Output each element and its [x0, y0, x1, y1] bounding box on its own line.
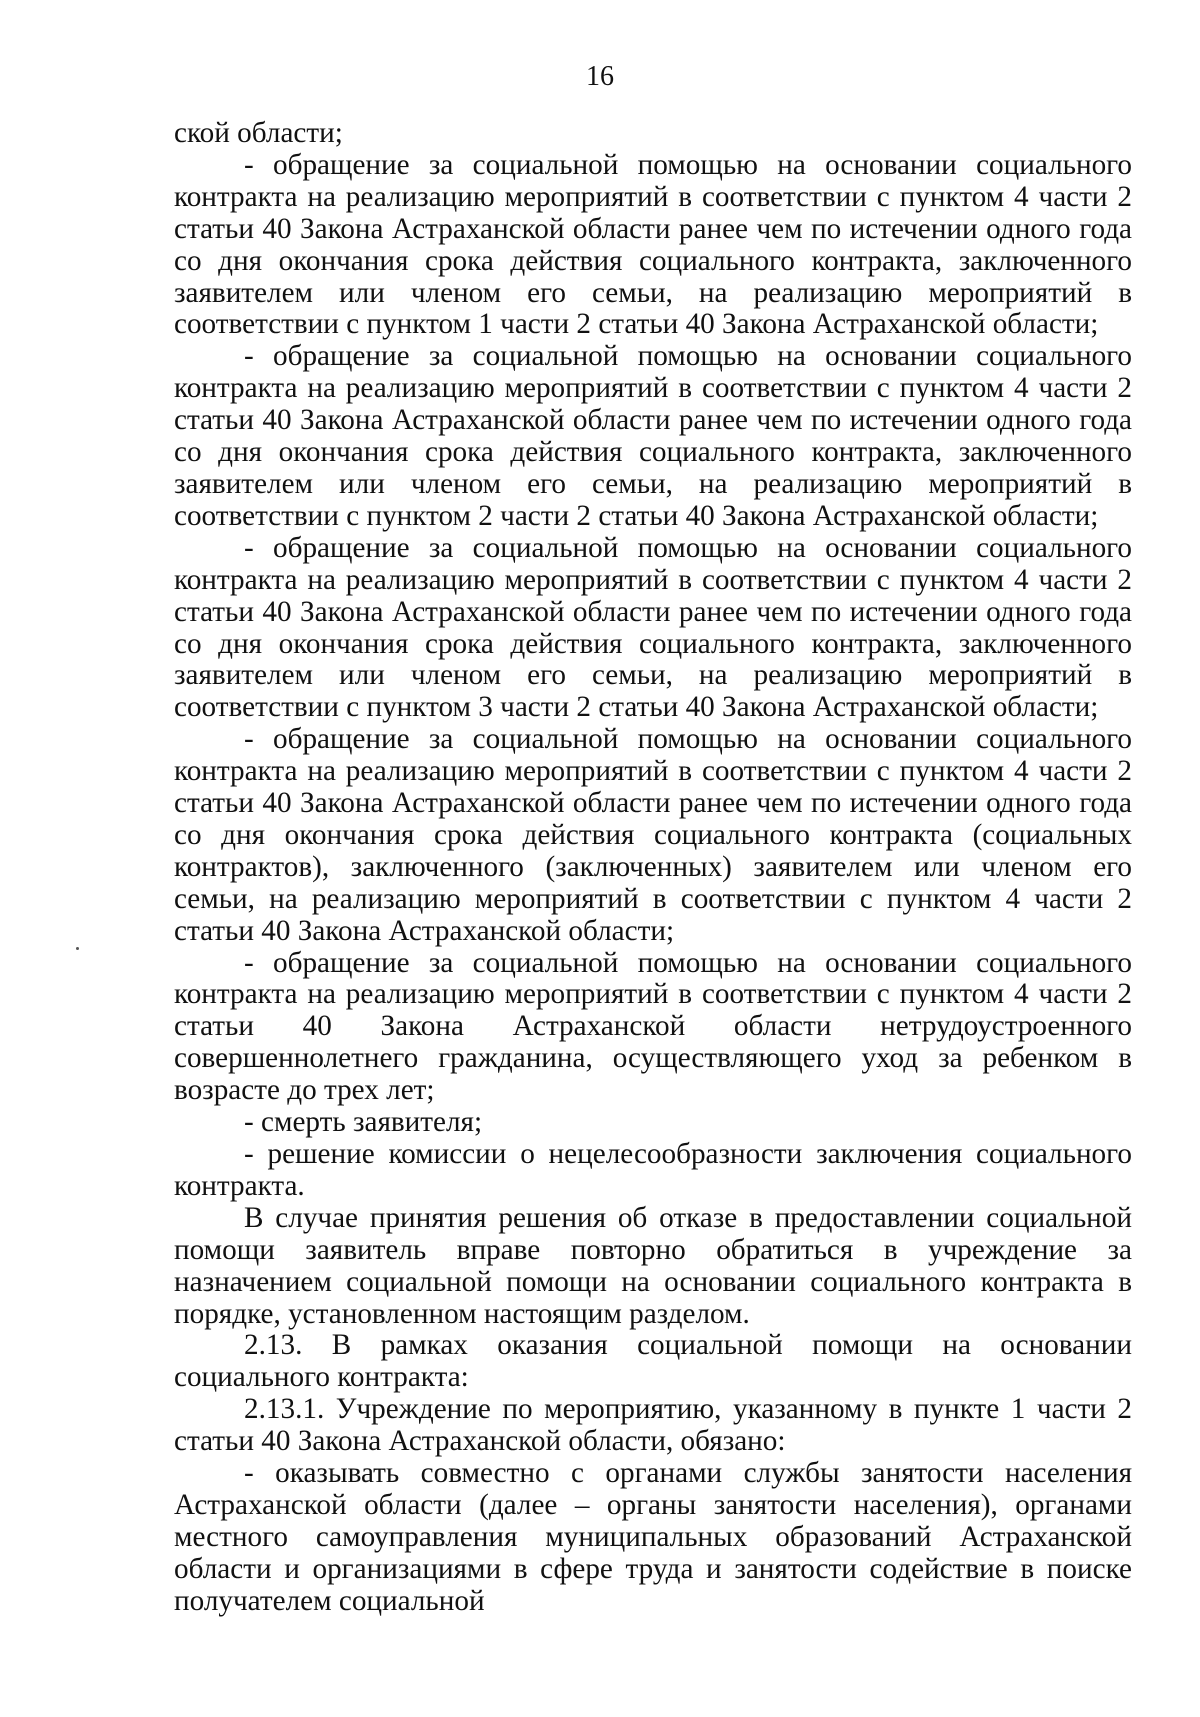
- scan-artifact-dot: [76, 947, 79, 950]
- paragraph-list-item: - обращение за социальной помощью на основании социального контракта на реализацию мероприятий в соответствии с пунктом 4 части 2 статьи 40 Закона Астраханской области ранее чем по истечении одного года со дня окончания срока действия социального контракта, заключенного заявителем или членом его семьи, на реализацию мероприятий в соответствии с пунктом 2 части 2 статьи 40 Закона Астраханской области;: [174, 340, 1132, 532]
- paragraph-list-item: - обращение за социальной помощью на основании социального контракта на реализацию мероприятий в соответствии с пунктом 4 части 2 статьи 40 Закона Астраханской области нетрудоустроенного совершеннолетнего гражданина, осуществляющего уход за ребенком в возрасте до трех лет;: [174, 946, 1132, 1107]
- paragraph-continuation: ской области;: [174, 117, 343, 149]
- paragraph-list-item: - обращение за социальной помощью на основании социального контракта на реализацию мероприятий в соответствии с пунктом 4 части 2 статьи 40 Закона Астраханской области ранее чем по истечении одного года со дня окончания срока действия социального контракта (социальных контрактов), заключенного (заключенных) заявителем или членом его семьи, на реализацию мероприятий в соответствии с пунктом 4 части 2 статьи 40 Закона Астраханской области;: [174, 723, 1132, 947]
- paragraph-list-item: - решение комиссии о нецелесообразности заключения социального контракта.: [174, 1138, 1132, 1202]
- paragraph-section-2-13: 2.13. В рамках оказания социальной помощи на основании социального контракта:: [174, 1329, 1132, 1394]
- paragraph-list-item: - обращение за социальной помощью на основании социального контракта на реализацию мероприятий в соответствии с пунктом 4 части 2 статьи 40 Закона Астраханской области ранее чем по истечении одного года со дня окончания срока действия социального контракта, заключенного заявителем или членом его семьи, на реализацию мероприятий в соответствии с пунктом 3 части 2 статьи 40 Закона Астраханской области;: [174, 531, 1132, 724]
- paragraph-list-item: - смерть заявителя;: [244, 1106, 483, 1139]
- page-number: 16: [586, 61, 614, 92]
- paragraph-section-2-13-1: 2.13.1. Учреждение по мероприятию, указанному в пункте 1 части 2 статьи 40 Закона Астраханской области, обязано:: [174, 1393, 1132, 1458]
- paragraph: В случае принятия решения об отказе в предоставлении социальной помощи заявитель вправе повторно обратиться в учреждение за назначением социальной помощи на основании социального контракта в порядке, установленном настоящим разделом.: [174, 1201, 1132, 1330]
- paragraph-list-item: - обращение за социальной помощью на основании социального контракта на реализацию мероприятий в соответствии с пунктом 4 части 2 статьи 40 Закона Астраханской области ранее чем по истечении одного года со дня окончания срока действия социального контракта, заключенного заявителем или членом его семьи, на реализацию мероприятий в соответствии с пунктом 1 части 2 статьи 40 Закона Астраханской области;: [174, 148, 1132, 341]
- paragraph-list-item: - оказывать совместно с органами службы занятости населения Астраханской области (далее – органы занятости населения), органами местного самоуправления муниципальных образований Астраханской области и организациями в сфере труда и занятости содействие в поиске получателем социальной: [174, 1457, 1132, 1617]
- document-body: [174, 118, 1132, 1618]
